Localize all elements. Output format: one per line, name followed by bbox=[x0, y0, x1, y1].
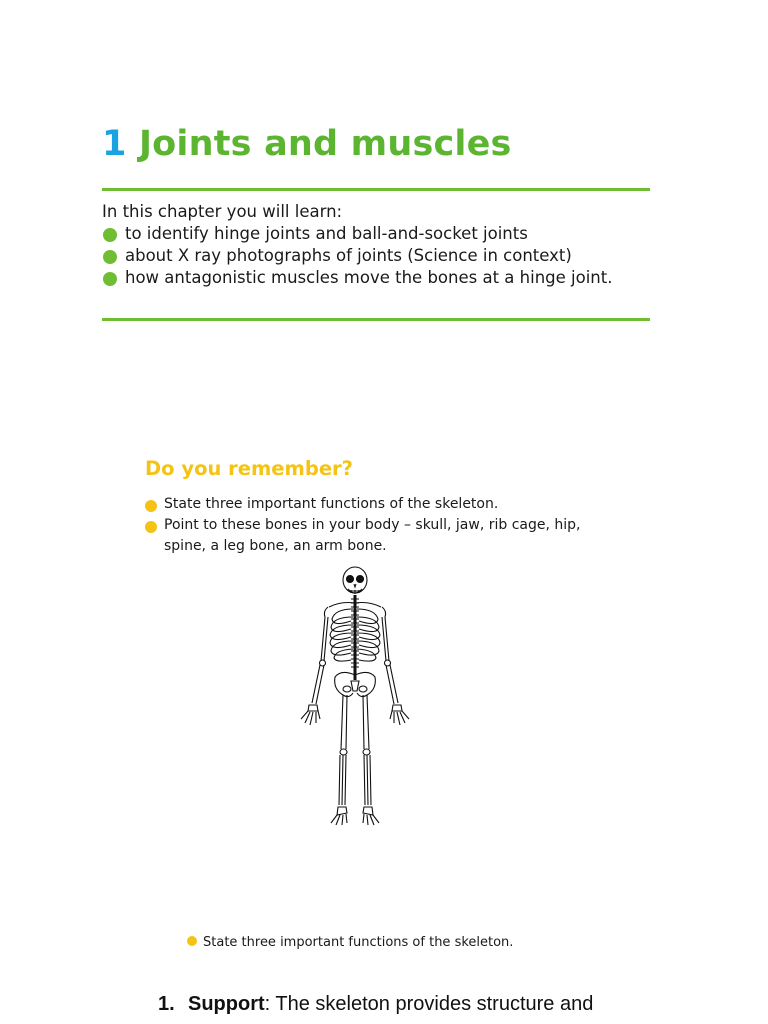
yellow-bullet-icon bbox=[187, 936, 197, 946]
skull-icon bbox=[343, 567, 367, 594]
spine-icon bbox=[351, 595, 359, 680]
remember-text: Point to these bones in your body – skull, jaw, rib cage, hip, spine, a leg bone, an arm bone. bbox=[164, 517, 581, 554]
green-bullet-icon bbox=[103, 250, 117, 264]
question-text: State three important functions of the skeleton. bbox=[203, 935, 514, 950]
yellow-bullet-icon bbox=[145, 500, 157, 512]
top-divider bbox=[102, 188, 650, 191]
skeleton-illustration bbox=[285, 565, 425, 827]
objective-item bbox=[102, 245, 662, 267]
bottom-divider bbox=[102, 318, 650, 321]
leg-bones-icon bbox=[331, 695, 379, 825]
objectives-intro: In this chapter you will learn: bbox=[102, 202, 343, 221]
repeated-question bbox=[187, 934, 513, 952]
chapter-title bbox=[102, 124, 512, 164]
learning-objectives bbox=[102, 201, 662, 289]
yellow-bullet-icon bbox=[145, 521, 157, 533]
green-bullet-icon bbox=[103, 272, 117, 286]
remember-list bbox=[145, 494, 615, 557]
objectives-list bbox=[102, 223, 662, 289]
remember-text: State three important functions of the skeleton. bbox=[164, 496, 499, 512]
answer-text: : The skeleton provides structure and bbox=[264, 993, 594, 1015]
objective-item bbox=[102, 223, 662, 245]
answer-term: Support bbox=[188, 993, 265, 1015]
answer-item bbox=[158, 991, 593, 1017]
answer-number: 1. bbox=[158, 993, 175, 1015]
objective-text: how antagonistic muscles move the bones at a hinge joint. bbox=[125, 268, 613, 287]
objective-item bbox=[102, 267, 662, 289]
remember-item bbox=[145, 494, 615, 515]
remember-item bbox=[145, 515, 615, 557]
remember-heading: Do you remember? bbox=[145, 457, 353, 480]
chapter-title-text: Joints and muscles bbox=[138, 124, 512, 164]
chapter-number: 1 bbox=[102, 124, 127, 164]
objective-text: to identify hinge joints and ball-and-socket joints bbox=[125, 224, 528, 243]
green-bullet-icon bbox=[103, 228, 117, 242]
objective-text: about X ray photographs of joints (Science in context) bbox=[125, 246, 572, 265]
